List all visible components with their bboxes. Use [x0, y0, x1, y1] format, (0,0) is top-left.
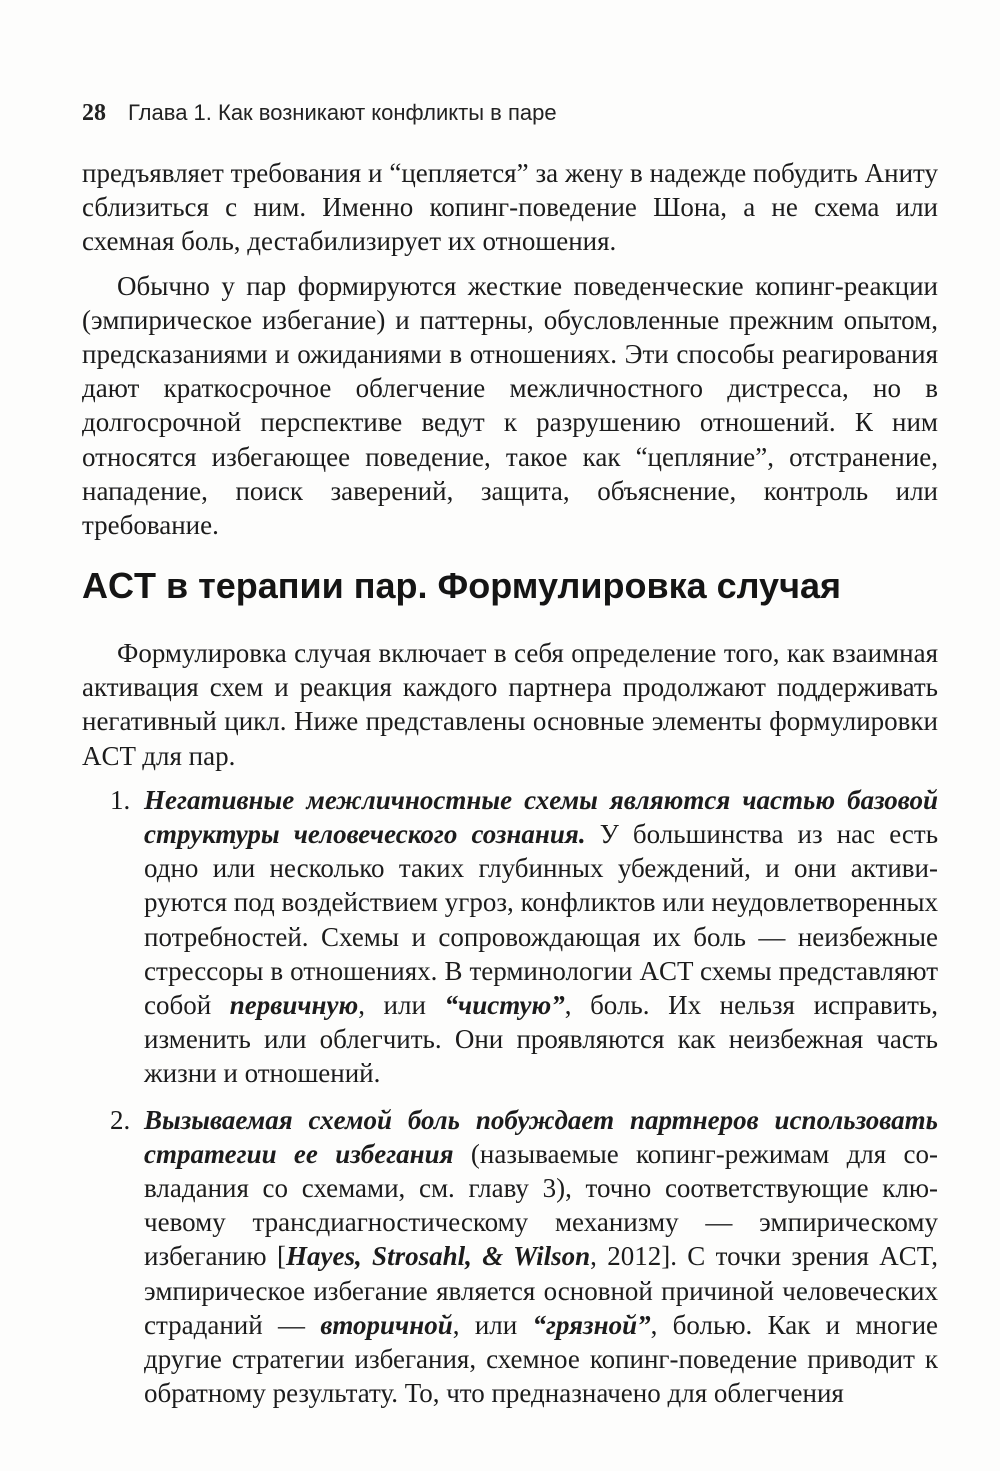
paragraph-continued: предъявляет требования и “цепляется” за жену в надежде побудить Аниту сблизиться с ним. Именно копинг-поведение Шона, а не схема или схемная боль, дестабилизирует их отношения.: [82, 158, 938, 257]
section-heading: ACT в терапии пар. Формулировка случая: [82, 565, 842, 606]
list-item: [82, 1103, 938, 1411]
intro-paragraph: Формулировка случая включает в себя определение того, как взаимная активация схем и реакция каждого партнера продолжают поддерживать негативный цикл. Ниже представлены основные элементы формулировки ACT для пар.: [82, 638, 938, 771]
page-number: 28: [82, 100, 106, 126]
term: “грязной”: [532, 1309, 651, 1340]
chapter-title: Глава 1. Как возникают конфликты в паре: [128, 100, 557, 125]
list-item-text: , или: [452, 1309, 533, 1340]
list-number: 2.: [110, 1104, 131, 1135]
numbered-list: [82, 783, 938, 1411]
list-item-text: , боль. Их нельзя исправить, изменить или облегчить. Они проявляются как неизбежная часть жизни и отношений.: [144, 990, 938, 1089]
list-item: [82, 783, 938, 1091]
list-item-text: У большинства из нас есть одно или несколько таких глубинных убеждений, и они активируются под воздействием угроз, конфликтов или неудовлетворенных потребностей. Схемы и сопровождающая их боль — неизбежные стрессоры в отношениях. В терминологии ACT схемы представляют собой: [144, 819, 939, 1021]
term: вторичной: [320, 1309, 453, 1340]
term: первичную: [229, 990, 359, 1021]
list-item-lead: Негативные межличностные схемы являются частью базовой структуры человеческого сознания.: [144, 784, 938, 850]
list-item-lead: Вызываемая схемой боль побуждает партнеров использовать стратегии ее избегания: [144, 1104, 938, 1169]
running-head: [82, 98, 942, 128]
list-item-text: , 2012]. С точки зрения ACT, эмпирическое избегание является основной причиной человеческих страданий —: [144, 1241, 938, 1340]
citation-authors: Hayes, Strosahl, & Wilson: [285, 1241, 591, 1272]
paragraph: Обычно у пар формируются жесткие поведенческие копинг-реакции (эмпирическое избегание) и паттерны, обусловленные прежним опытом, предсказаниями и ожиданиями в отношениях. Эти способы реагирования дают краткосрочное облегчение межличностного дистресса, но в долгосрочной перспективе ведут к разрушению отношений. К ним относятся избегающее поведение, такое как “цепляние”, отстранение, нападение, поиск заверений, защита, объяснение, контроль или требование.: [82, 270, 938, 541]
list-item-text: , или: [358, 990, 445, 1021]
list-item-text: , болью. Как и многие другие стратегии избегания, схемное копинг-поведение приводит к обратному результату. То, что предназначено для облегчения: [144, 1309, 938, 1409]
list-item-text: (называемые копинг-режимам для совладания со схемами, см. главу 3), точно соответствующие ключевому трансдиагностическому механизму — эмпирическому избеганию [: [144, 1138, 938, 1272]
continuation-text: [82, 156, 938, 552]
section-body: [82, 636, 938, 1422]
list-number: 1.: [110, 784, 131, 815]
term: “чистую”: [444, 990, 565, 1021]
